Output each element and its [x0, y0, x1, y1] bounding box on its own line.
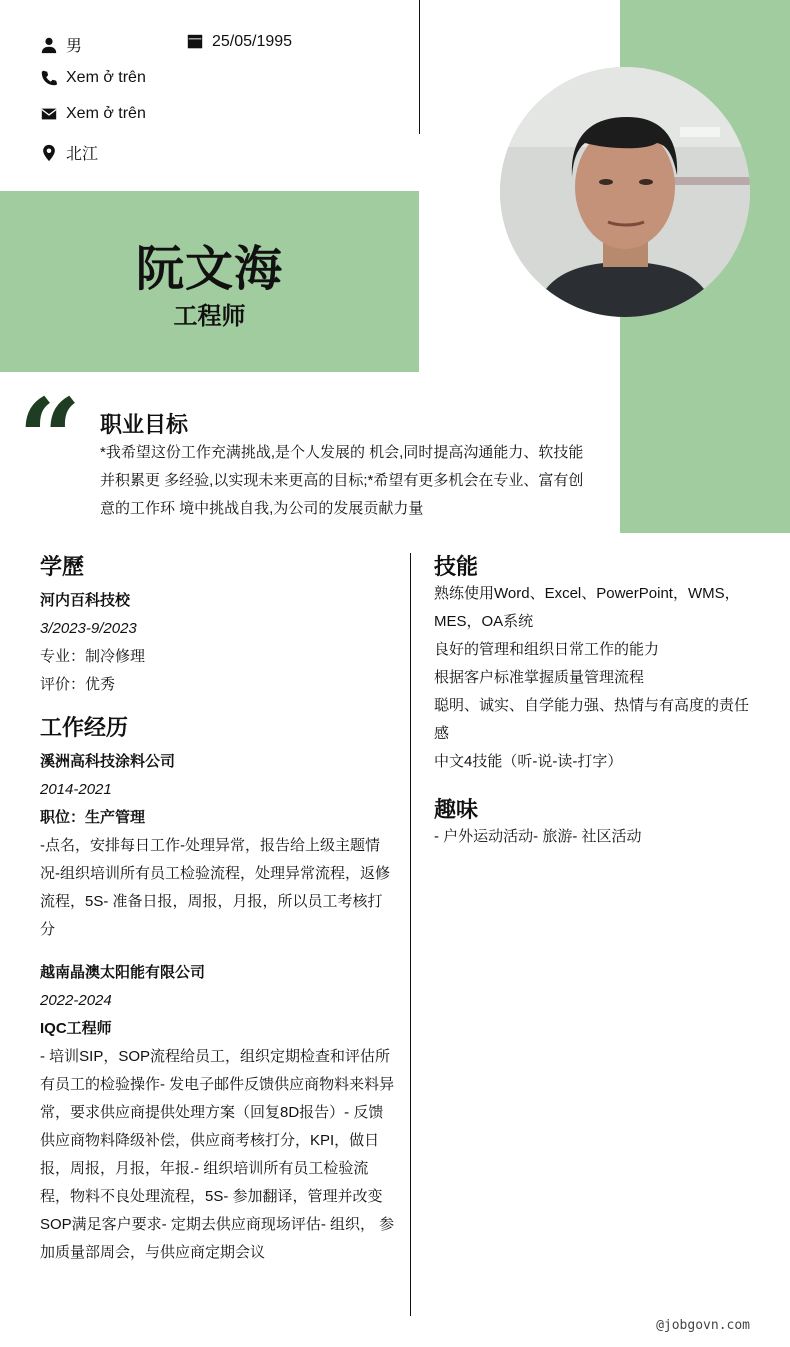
- objective-title: 职业目标: [100, 412, 189, 437]
- job-entry: [40, 959, 410, 1267]
- hobbies-text: - 户外运动活动- 旅游- 社区活动: [434, 828, 642, 845]
- portrait-image: [500, 67, 750, 317]
- skill-line: 根据客户标准掌握质量管理流程: [434, 669, 645, 686]
- company-name: 溪洲高科技涂料公司: [40, 753, 176, 770]
- hobbies-title: 趣味: [434, 797, 479, 822]
- profile-photo: [500, 67, 750, 317]
- skill-line: 良好的管理和组织日常工作的能力: [434, 641, 660, 658]
- column-divider: [410, 553, 411, 1316]
- job-desc-line: 分: [40, 921, 56, 938]
- phone-value: Xem ở trên: [66, 69, 146, 86]
- gender-value: 男: [66, 38, 83, 55]
- education-major: 专业：制冷修理: [40, 648, 146, 665]
- calendar-icon: [186, 33, 204, 51]
- education-grade: 评价：优秀: [40, 676, 116, 693]
- education-block: [40, 587, 400, 699]
- objective-text: [100, 439, 610, 523]
- job-position: IQC工程师: [40, 1020, 112, 1037]
- education-title: 学歷: [40, 554, 85, 579]
- job-desc-line: - 培训SIP，SOP流程给员工，组织定期检查和评估所: [40, 1048, 391, 1065]
- person-icon: [40, 36, 58, 54]
- education-period: 3/2023-9/2023: [40, 620, 137, 637]
- school-name: 河内百科技校: [40, 592, 131, 609]
- address-value: 北江: [66, 146, 99, 163]
- job-desc-line: 报，周报，月报，年报.- 组织培训所有员工检验流: [40, 1160, 369, 1177]
- skill-line: 中文4技能（听-说-读-打字）: [434, 753, 623, 770]
- skill-line: 熟练使用Word、Excel、PowerPoint，WMS，: [434, 585, 740, 602]
- company-name: 越南晶澳太阳能有限公司: [40, 964, 206, 981]
- full-name: 阮文海: [135, 243, 283, 296]
- email-value: Xem ở trên: [66, 105, 146, 122]
- job-period: 2022-2024: [40, 992, 112, 1009]
- phone-row: [40, 69, 146, 87]
- birthdate-row: [186, 33, 292, 51]
- job-desc-line: 程，物料不良处理流程，5S- 参加翻译，管理并改变: [40, 1188, 383, 1205]
- objective-line: 意的工作环 境中挑战自我,为公司的发展贡献力量: [100, 500, 424, 517]
- address-row: [40, 141, 98, 164]
- header-divider: [419, 0, 420, 134]
- skills-title: 技能: [434, 554, 479, 579]
- footer-watermark: @jobgovn.com: [656, 1318, 750, 1333]
- skills-list: [434, 580, 764, 776]
- mail-icon: [40, 105, 58, 123]
- experience-title: 工作经历: [40, 715, 129, 740]
- skill-line: 聪明、诚实、自学能力强、热情与有高度的责任: [434, 697, 750, 714]
- job-desc-line: 常，要求供应商提供处理方案（回复8D报告）- 反馈: [40, 1104, 384, 1121]
- job-position: 职位：生产管理: [40, 809, 146, 826]
- phone-icon: [40, 69, 58, 87]
- email-row: [40, 105, 146, 123]
- job-desc-line: -点名，安排每日工作-处理异常，报告给上级主题情: [40, 837, 380, 854]
- job-desc-line: 况-组织培训所有员工检验流程，处理异常流程，返修: [40, 865, 390, 882]
- job-desc-line: 加质量部周会，与供应商定期会议: [40, 1244, 266, 1261]
- objective-line: 并积累更 多经验,以实现未来更高的目标;*希望有更多机会在专业、富有创: [100, 472, 584, 489]
- job-desc-line: 有员工的检验操作- 发电子邮件反馈供应商物料来料异: [40, 1076, 395, 1093]
- skill-line: MES，OA系统: [434, 613, 534, 630]
- objective-line: *我希望这份工作充满挑战,是个人发展的 机会,同时提高沟通能力、软技能: [100, 444, 584, 461]
- job-title: 工程师: [173, 303, 246, 330]
- job-desc-line: 供应商物料降级补偿，供应商考核打分，KPI，做日: [40, 1132, 380, 1149]
- gender-row: [40, 33, 82, 56]
- job-desc-line: SOP满足客户要求- 定期去供应商现场评估- 组织， 参: [40, 1216, 395, 1233]
- birthdate-value: 25/05/1995: [212, 33, 293, 50]
- skill-line: 感: [434, 725, 450, 742]
- job-period: 2014-2021: [40, 781, 112, 798]
- job-desc-line: 流程，5S- 准备日报，周报，月报，所以员工考核打: [40, 893, 383, 910]
- location-pin-icon: [40, 144, 58, 162]
- quote-mark-icon: “: [18, 374, 82, 503]
- job-entry: [40, 748, 410, 944]
